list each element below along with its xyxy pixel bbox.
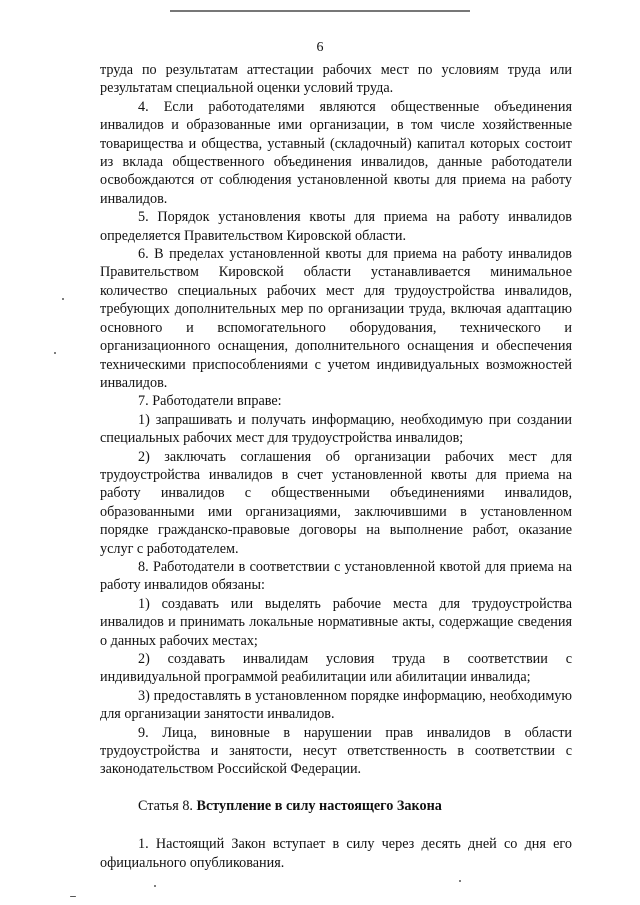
paragraph-item-7-1: 1) запрашивать и получать информацию, необходимую при создании специальных рабочих мест для трудоустройства инвалидов; (100, 411, 572, 447)
scan-speck (459, 880, 461, 882)
scan-speck (70, 896, 76, 897)
paragraph-item-8-2: 2) создавать инвалидам условия труда в соответствии с индивидуальной программой реабилитации или абилитации инвалида; (100, 651, 572, 686)
paragraph-item-6: 6. В пределах установленной квоты для приема на работу инвалидов Правительством Кировской области устанавливается минимальное количество специальных рабочих мест для трудоустройства инвалидов, требующих дополнительных мер по организации труда, включая адаптацию основного и вспомогательного оборудования, технического и организационного оснащения, дополнительного оснащения и обеспечения техническими приспособлениями с учетом индивидуальных возможностей инвалидов. (100, 246, 572, 391)
paragraph-item-8-1: 1) создавать или выделять рабочие места для трудоустройства инвалидов и принимать локальные нормативные акты, содержащие сведения о данных рабочих местах; (100, 595, 572, 649)
paragraph-item-8-3: 3) предоставлять в установленном порядке информацию, необходимую для организации занятости инвалидов. (100, 687, 572, 723)
scan-speck (62, 298, 64, 300)
paragraph-item-7-2: 2) заключать соглашения об организации рабочих мест для трудоустройства инвалидов в счет установленной квоты для приема на работу инвалидов с общественными объединениями инвалидов, образованными ими организациями, заключившими в установленном порядке гражданско-правовые договоры на выполнение работ, оказание услуг с работодателем. (100, 448, 572, 557)
article-label: Статья 8. (138, 797, 193, 814)
article-title: Вступление в силу настоящего Закона (196, 797, 442, 814)
paragraph-continuation: труда по результатам аттестации рабочих мест по условиям труда или результатам специальной оценки условий труда. (100, 62, 572, 97)
paragraph-item-8: 8. Работодатели в соответствии с установленной квотой для приема на работу инвалидов обязаны: (100, 558, 572, 594)
paragraph-item-4: 4. Если работодателями являются общественные объединения инвалидов и образованные ими организации, в том числе хозяйственные товарищества и общества, уставный (складочный) капитал которых состоит из вклада общественного объединения инвалидов, данные работодатели освобождаются от соблюдения установленной квоты для приема на работу инвалидов. (100, 98, 572, 207)
scan-speck (54, 352, 56, 354)
scan-edge-line (170, 10, 470, 12)
paragraph-item-9: 9. Лица, виновные в нарушении прав инвалидов в области трудоустройства и занятости, несут ответственность в соответствии с законодательством Российской Федерации. (100, 724, 572, 778)
scan-speck (154, 885, 156, 887)
paragraph-item-5: 5. Порядок установления квоты для приема на работу инвалидов определяется Правительством Кировской области. (100, 209, 572, 244)
page-number: 6 (316, 40, 324, 55)
paragraph-item-7: 7. Работодатели вправе: (138, 393, 282, 410)
article-heading (100, 797, 572, 815)
document-body (100, 61, 572, 872)
paragraph-final: 1. Настоящий Закон вступает в силу через десять дней со дня его официального опубликования. (100, 836, 572, 871)
